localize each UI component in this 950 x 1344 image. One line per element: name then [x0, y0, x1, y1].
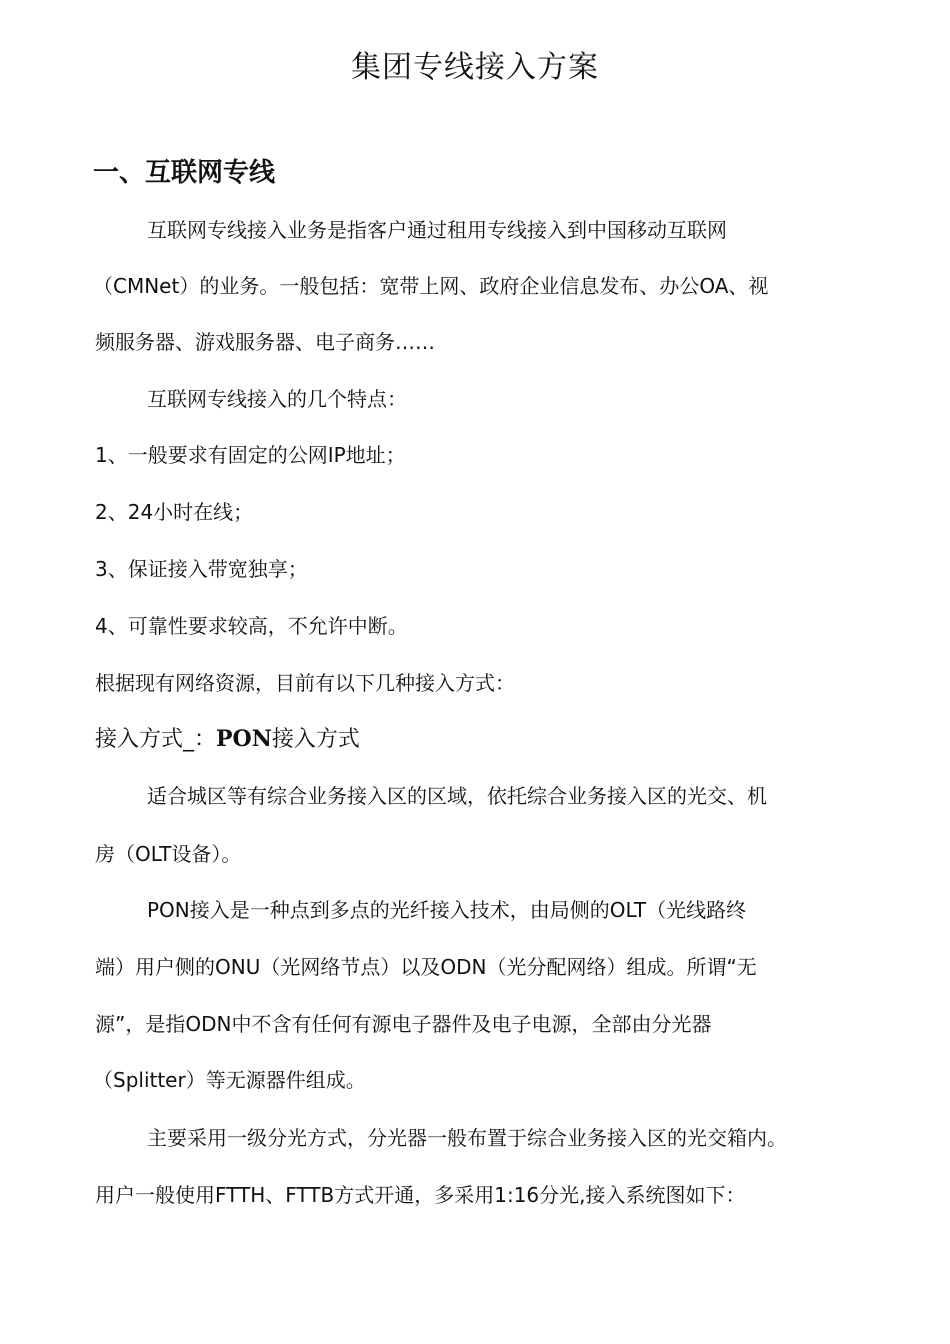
- section-heading: 一、互联网专线: [93, 158, 276, 188]
- method-para1-line-1: 适合城区等有综合业务接入区的区域，依托综合业务接入区的光交、机: [147, 784, 767, 808]
- method-para3-line-1: 主要采用一级分光方式，分光器一般布置于综合业务接入区的光交箱内。: [147, 1126, 787, 1150]
- feature-item-1: 1、一般要求有固定的公网IP地址；: [95, 443, 406, 467]
- feature-item-2: 2、24小时在线；: [95, 500, 254, 524]
- method-para2-line-1: PON接入是一种点到多点的光纤接入技术，由局侧的OLT（光线路终: [147, 898, 747, 922]
- feature-item-4: 4、可靠性要求较高，不允许中断。: [95, 614, 408, 638]
- features-lead: 互联网专线接入的几个特点：: [147, 387, 407, 411]
- intro-line-2: （CMNet）的业务。一般包括：宽带上网、政府企业信息发布、办公OA、视: [93, 274, 769, 298]
- method-suffix: 接入方式: [271, 727, 360, 752]
- method-para1-line-2: 房（OLT设备）。: [95, 842, 242, 866]
- document-title: 集团专线接入方案: [351, 50, 599, 85]
- intro-line-3: 频服务器、游戏服务器、电子商务……: [95, 330, 435, 354]
- method-para3-line-2: 用户一般使用FTTH、FTTB方式开通，多采用1:16分光,接入系统图如下：: [95, 1183, 746, 1207]
- method-bold: PON: [216, 726, 272, 752]
- method-para2-line-3: 源”，是指ODN中不含有任何有源电子器件及电子电源，全部由分光器: [95, 1012, 712, 1036]
- method-heading: [95, 725, 360, 754]
- method-para2-line-4: （Splitter）等无源器件组成。: [93, 1068, 366, 1092]
- intro-line-1: 互联网专线接入业务是指客户通过租用专线接入到中国移动互联网: [147, 218, 727, 242]
- method-para2-line-2: 端）用户侧的ONU（光网络节点）以及ODN（光分配网络）组成。所谓“无: [95, 955, 757, 979]
- feature-item-3: 3、保证接入带宽独享；: [95, 557, 308, 581]
- access-lead: 根据现有网络资源，目前有以下几种接入方式：: [95, 671, 515, 695]
- method-prefix: 接入方式_：: [95, 727, 217, 752]
